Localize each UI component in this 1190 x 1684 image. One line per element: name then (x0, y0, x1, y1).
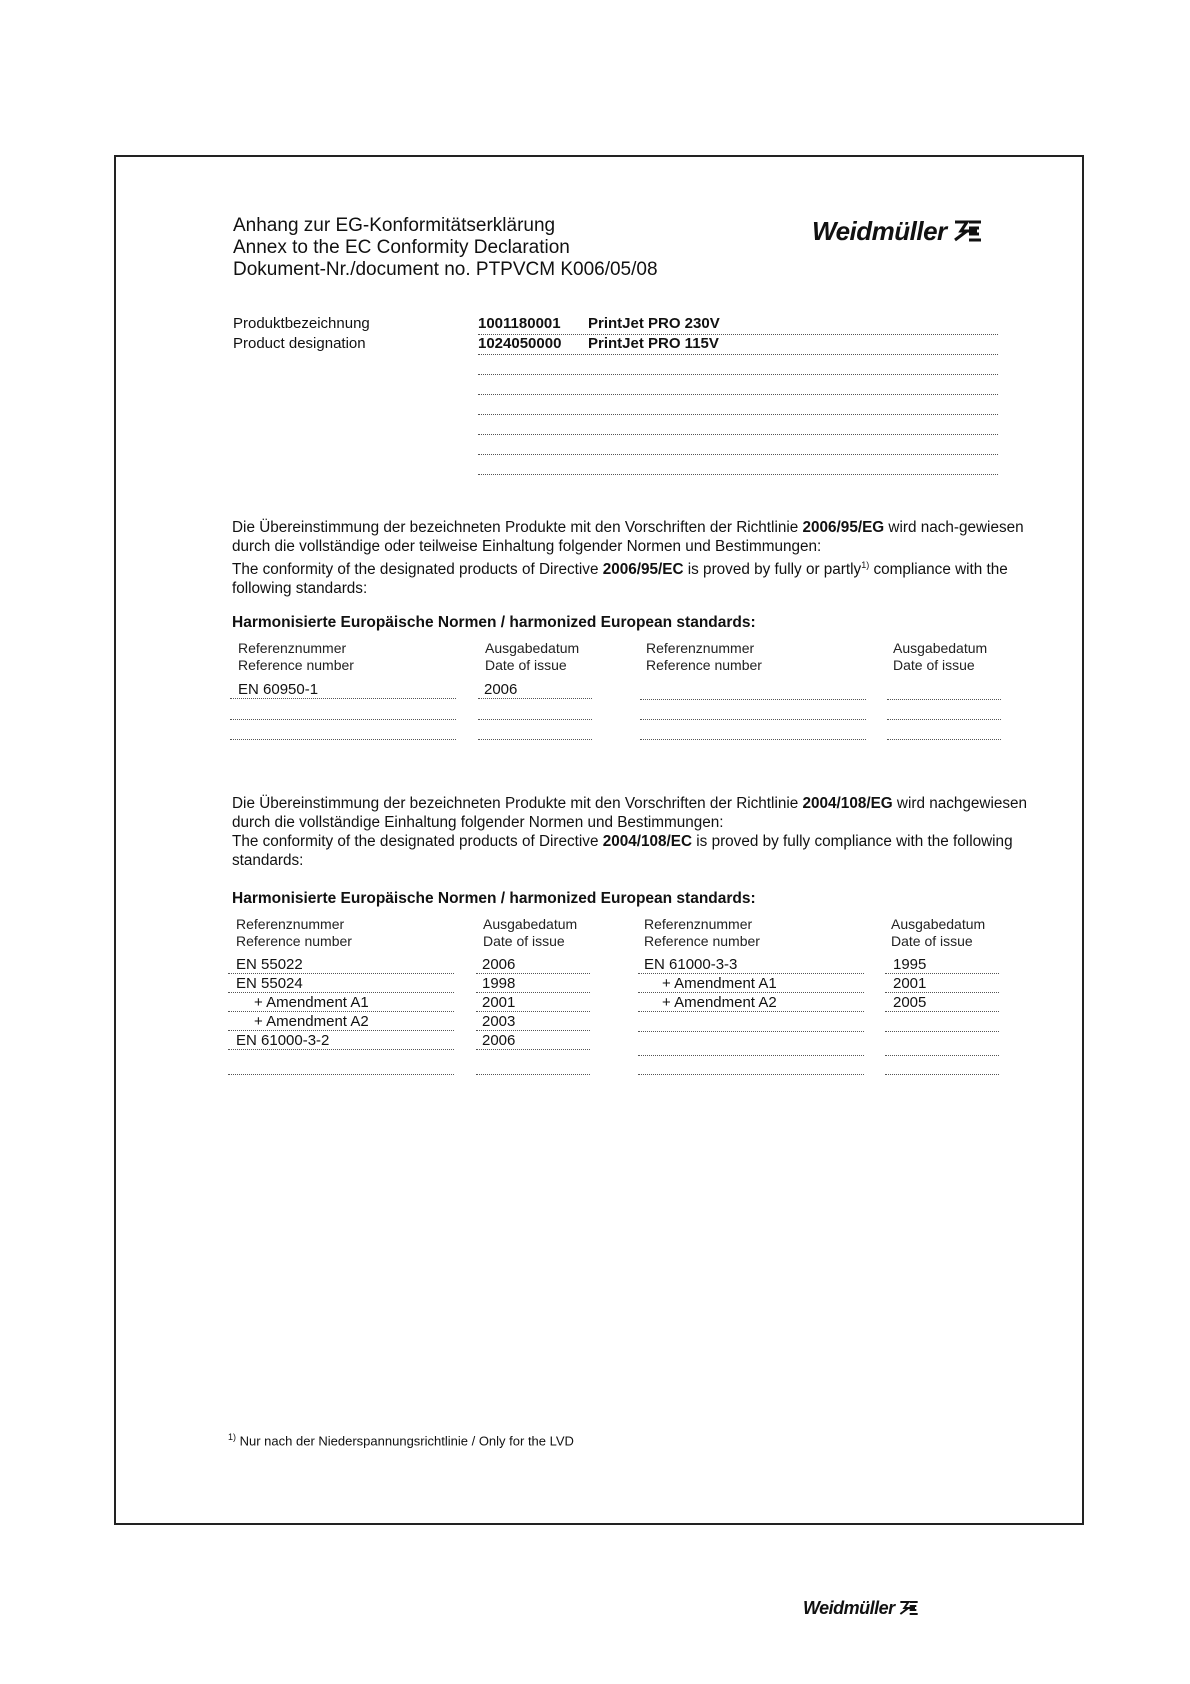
product-line-empty (478, 374, 998, 395)
table-row-date: 2005 (885, 993, 999, 1012)
table-row-ref: + Amendment A2 (228, 1012, 454, 1031)
product-line-empty (478, 394, 998, 415)
para-text: The conformity of the designated products of Directive (232, 833, 603, 850)
weidmuller-logo-icon (899, 1598, 919, 1618)
para-text: is proved by fully compliance with the following standards: (232, 833, 1013, 869)
col-ref-header (644, 916, 760, 950)
table-row-ref: EN 61000-3-3 (638, 955, 864, 974)
footnote-marker: 1) (861, 560, 870, 570)
product-line-empty (478, 354, 998, 375)
col-ref-en: Reference number (644, 933, 760, 949)
standards-heading-2: Harmonisierte Europäische Normen / harmonized European standards: (232, 890, 756, 907)
table-row-date: 1998 (476, 974, 590, 993)
col-ref-header (236, 916, 352, 950)
col-date-en: Date of issue (893, 657, 975, 673)
directive-2-paragraph (232, 794, 1032, 870)
table-row-date-empty (885, 1012, 999, 1032)
col-date-de: Ausgabedatum (485, 640, 580, 656)
para-text: wird nach-gewiesen durch die vollständige oder teilweise Einhaltung folgender Normen und Bestimmungen: (232, 519, 1024, 555)
col-date-en: Date of issue (891, 933, 973, 949)
para-text: is proved by fully or partly (683, 561, 862, 579)
para-text: Die Übereinstimmung der bezeichneten Produkte mit den Vorschriften der Richtlinie (232, 519, 803, 536)
product-label-en: Product designation (233, 335, 366, 352)
table-row-ref-empty (640, 680, 866, 700)
product-label-de: Produktbezeichnung (233, 315, 370, 332)
col-date-header (893, 640, 987, 674)
table-row-ref: EN 55022 (228, 955, 454, 974)
directive-number: 2004/108/EC (602, 833, 693, 850)
product-line (478, 314, 998, 335)
col-date-header (485, 640, 579, 674)
col-date-header (483, 916, 577, 950)
para-text: compliance with the following standards: (232, 561, 1008, 598)
directive-number: 2004/108/EG (802, 795, 893, 812)
col-ref-en: Reference number (238, 657, 354, 673)
table-row-date: 2006 (476, 1031, 590, 1050)
table-row-date-empty (885, 1036, 999, 1056)
product-line (478, 334, 998, 355)
table-row-ref: EN 61000-3-2 (228, 1031, 454, 1050)
col-ref-en: Reference number (646, 657, 762, 673)
product-line-empty (478, 414, 998, 435)
table-row-date: 2001 (885, 974, 999, 993)
footnote-marker: 1) (228, 1432, 237, 1442)
col-date-header (891, 916, 985, 950)
standards-heading-1: Harmonisierte Europäische Normen / harmonized European standards: (232, 614, 756, 631)
col-ref-de: Referenznummer (646, 640, 755, 656)
col-ref-de: Referenznummer (236, 916, 345, 932)
table-row-date: 2001 (476, 993, 590, 1012)
directive-number: 2006/95/EC (602, 561, 684, 579)
col-date-de: Ausgabedatum (891, 916, 986, 932)
table-row-date: 2006 (478, 680, 592, 699)
document-number: Dokument-Nr./document no. PTPVCM K006/05/08 (233, 259, 658, 280)
table-row-ref-empty (640, 720, 866, 740)
product-line-empty (478, 454, 998, 475)
table-row-date-empty (887, 700, 1001, 720)
table-row-date: 2006 (476, 955, 590, 974)
logo-text: Weidmüller (803, 1598, 895, 1618)
col-ref-header (238, 640, 354, 674)
para-text: Die Übereinstimmung der bezeichneten Produkte mit den Vorschriften der Richtlinie (232, 795, 803, 812)
col-date-de: Ausgabedatum (483, 916, 578, 932)
table-row-ref-empty (638, 1055, 864, 1075)
product-name: PrintJet PRO 115V (588, 335, 719, 352)
col-ref-de: Referenznummer (644, 916, 753, 932)
table-row-ref: + Amendment A1 (228, 993, 454, 1012)
table-row-date: 2003 (476, 1012, 590, 1031)
table-row-date-empty (476, 1055, 590, 1075)
product-number: 1001180001 (478, 315, 561, 332)
table-row-ref-empty (230, 700, 456, 720)
table-row-ref-empty (638, 1036, 864, 1056)
footnote (228, 1432, 574, 1448)
directive-1-paragraph (232, 518, 1032, 598)
product-name: PrintJet PRO 230V (588, 315, 720, 332)
table-row-date-empty (887, 680, 1001, 700)
table-row-ref: + Amendment A1 (638, 974, 864, 993)
weidmuller-logo (812, 216, 983, 247)
col-ref-header (646, 640, 762, 674)
table-row-ref-empty (640, 700, 866, 720)
table-row-ref: EN 60950-1 (230, 680, 456, 699)
logo-text: Weidmüller (812, 216, 947, 246)
table-row-date-empty (887, 720, 1001, 740)
table-row-ref-empty (228, 1055, 454, 1075)
table-row-date: 1995 (885, 955, 999, 974)
table-row-ref: EN 55024 (228, 974, 454, 993)
footnote-text: Nur nach der Niederspannungsrichtlinie / Only for the LVD (236, 1433, 574, 1449)
table-row-date-empty (478, 720, 592, 740)
table-row-ref: + Amendment A2 (638, 993, 864, 1012)
directive-number: 2006/95/EG (802, 519, 885, 536)
product-line-empty (478, 434, 998, 455)
col-date-en: Date of issue (483, 933, 565, 949)
para-text: wird nachgewiesen durch die vollständige Einhaltung folgender Normen und Bestimmungen: (232, 795, 1028, 831)
title-en: Annex to the EC Conformity Declaration (233, 237, 570, 258)
weidmuller-logo-icon (953, 216, 983, 246)
col-ref-de: Referenznummer (238, 640, 347, 656)
footer-weidmuller-logo (803, 1598, 919, 1619)
para-text: The conformity of the designated products of Directive (232, 561, 603, 579)
table-row-date-empty (478, 700, 592, 720)
table-row-date-empty (885, 1055, 999, 1075)
col-date-en: Date of issue (485, 657, 567, 673)
col-ref-en: Reference number (236, 933, 352, 949)
title-de: Anhang zur EG-Konformitätserklärung (233, 215, 556, 236)
col-date-de: Ausgabedatum (893, 640, 988, 656)
table-row-ref-empty (638, 1012, 864, 1032)
table-row-ref-empty (230, 720, 456, 740)
product-number: 1024050000 (478, 335, 562, 352)
